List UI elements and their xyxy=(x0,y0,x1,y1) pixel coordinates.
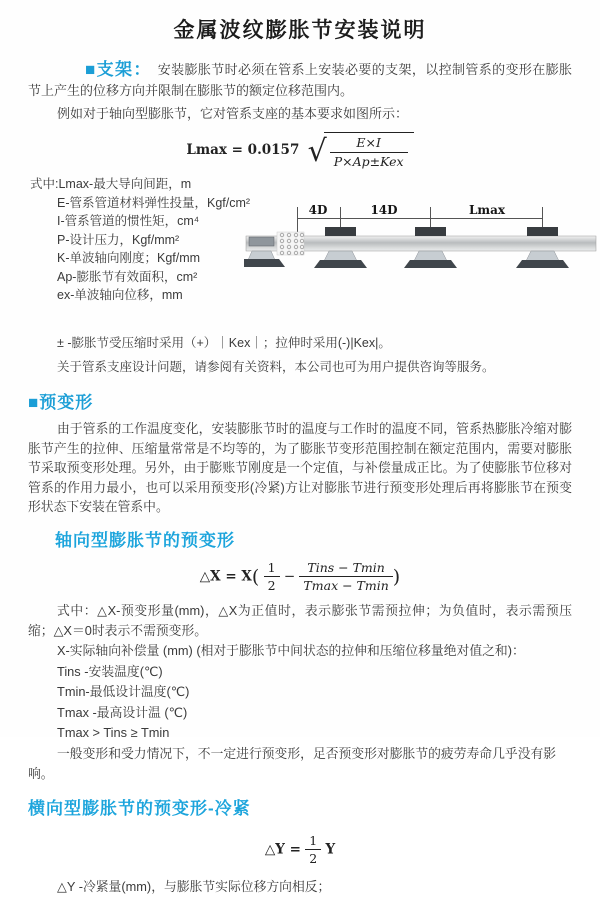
formula-dy-rhs: Y xyxy=(325,841,336,858)
formula-lmax xyxy=(28,132,572,169)
left-paren: ( xyxy=(251,565,260,588)
axial-explain-paragraph: 式中：△X-预变形量(mm)，△X为正值时，表示膨张节需预拉伸；为负值时，表示需预压缩；△X＝0时表示不需预变形。 xyxy=(28,603,572,638)
formula-dy-lhs: △Y = xyxy=(264,841,301,858)
definition-line: P-设计压力，Kgf/mm² xyxy=(57,232,180,247)
fraction-numerator: E×I xyxy=(330,135,408,153)
support-paragraph xyxy=(28,59,572,101)
formula-delta-x xyxy=(28,560,572,594)
minus-sign: − xyxy=(283,568,296,585)
formula-delta-y xyxy=(28,833,572,867)
half-fraction xyxy=(264,560,280,594)
fraction-denominator: P×Ap±Kex xyxy=(333,153,404,169)
axial-definition-line: X-实际轴向补偿量 (mm) (相对于膨胀节中间状态的拉伸和压缩位移量绝对值之和)： xyxy=(57,643,525,658)
half-fraction xyxy=(305,833,321,867)
half-denominator: 2 xyxy=(267,578,276,594)
dimension-label-14d: 14D xyxy=(370,203,398,218)
axial-definition-line: Tmax > Tins ≥ Tmin xyxy=(57,725,170,740)
axial-definition-line: Tmax -最高设计温 (℃) xyxy=(57,704,188,720)
pipe-support-diagram xyxy=(244,201,600,297)
axial-note: 一般变形和受力情况下，不一定进行预变形，足否预变形对膨胀节的疲劳寿命几乎没有影响。 xyxy=(28,745,557,781)
axial-definition-line: Tmin-最低设计温度(℃) xyxy=(57,684,190,699)
radicand xyxy=(324,132,414,169)
definition-line: 式中:Lmax-最大导向间距，m xyxy=(30,177,192,192)
consult-note: 关于管系支座设计问题，请参阅有关资料，本公司也可为用户提供咨询等服务。 xyxy=(57,360,495,375)
half-numerator: 1 xyxy=(264,560,280,578)
right-paren: ) xyxy=(392,565,401,588)
axial-subheading: 轴向型膨胀节的预变形 xyxy=(55,530,235,550)
predeform-paragraph: 由于管系的工作温度变化，安装膨胀节时的温度与工作时的温度不同，管系热膨胀冷缩对膨胀节产生的拉伸、压缩量常常是不均等的，为了膨胀节变形范围控制在额定范围内，需要对膨胀节采取预变形处理。另外，由于膨账节刚度是一个定值，与补偿量成正比。为了使膨胀节位移对管系的作用力最小，也可以采用预变形(冷紧)方让对膨胀节进行预变形处理后再将膨胀节在预变形状态下安装在管系中。 xyxy=(28,421,572,515)
definition-line: I-管系管道的惯性矩，cm⁴ xyxy=(57,214,200,229)
definition-line: K-单波轴向刚度；Kgf/mm xyxy=(57,251,201,266)
dimension-label-4d: 4D xyxy=(308,203,328,218)
bellows-icon xyxy=(277,232,304,255)
pm-note: ± -膨胀节受压缩时采用（+）｜Kex｜；拉伸时采用(-)|Kex|。 xyxy=(57,336,391,351)
definition-line: E-管系管道材料弹性投量，Kgf/cm² xyxy=(57,195,251,210)
radical-sign: √ xyxy=(307,133,327,169)
temperature-denominator: Tmax − Tmin xyxy=(303,578,389,594)
support-section-heading: ■支架： xyxy=(85,60,152,79)
support-body-text: 安装膨胀节时必须在管系上安装必要的支架，以控制管系的变形在膨胀节上产生的位移方向并限制在膨胀节的额定位移范围内。 xyxy=(28,62,572,98)
definitions-and-diagram xyxy=(28,175,572,333)
support-example-line: 例如对于轴向型膨胀节，它对管系支座的基本要求如图所示： xyxy=(57,106,409,121)
formula-dx-lhs: △X = X xyxy=(199,568,252,585)
definition-line: Ap-膨胀节有效面积，cm² xyxy=(57,269,198,284)
temperature-fraction xyxy=(299,560,392,594)
definition-line: ex-单波轴向位移，mm xyxy=(57,288,183,303)
page-title: 金属波纹膨胀节安装说明 xyxy=(173,19,427,42)
axial-definition-line: Tins -安装温度(℃) xyxy=(57,663,163,679)
half-denominator: 2 xyxy=(309,851,318,867)
half-numerator: 1 xyxy=(305,833,321,851)
fraction xyxy=(330,135,408,169)
lateral-note: △Y -冷紧量(mm)，与膨胀节实际位移方向相反； xyxy=(57,878,331,894)
dimension-label-lmax: Lmax xyxy=(468,203,506,218)
sqrt-radical xyxy=(308,132,414,169)
lateral-subheading: 横向型膨胀节的预变形-冷紧 xyxy=(28,798,251,818)
formula-lmax-lhs: Lmax = 0.0157 xyxy=(186,142,300,159)
predeform-section-heading: ■预变形 xyxy=(28,393,94,413)
temperature-numerator: Tins − Tmin xyxy=(299,560,392,578)
